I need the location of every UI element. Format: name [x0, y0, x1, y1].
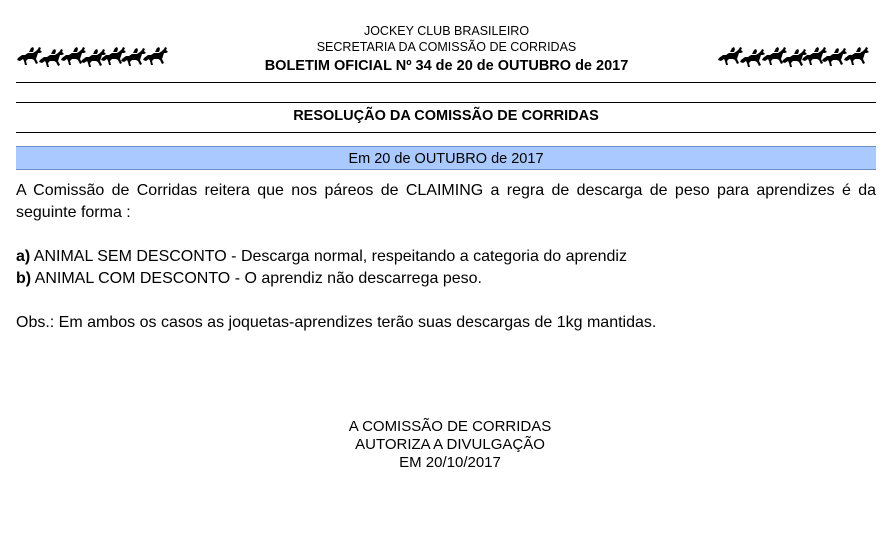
- date-line: EM 20/10/2017: [399, 454, 501, 471]
- date-band: Em 20 de OUTUBRO de 2017: [16, 146, 876, 170]
- bulletin-title: BOLETIM OFICIAL Nº 34 de 20 de OUTUBRO de 2017: [264, 58, 629, 74]
- header-divider: [16, 82, 876, 83]
- list-item: [16, 268, 876, 290]
- item-text: ANIMAL COM DESCONTO - O aprendiz não descarrega peso.: [31, 270, 482, 287]
- racing-horses-icon: [717, 41, 875, 69]
- item-text: ANIMAL SEM DESCONTO - Descarga normal, respeitando a categoria do aprendiz: [30, 248, 627, 265]
- obs-paragraph: Obs.: Em ambos os casos as joquetas-aprendizes terão suas descargas de 1kg mantidas.: [16, 314, 657, 331]
- item-marker: a): [16, 248, 31, 265]
- title-top-divider: [16, 102, 876, 103]
- resolution-title: RESOLUÇÃO DA COMISSÃO DE CORRIDAS: [293, 108, 599, 124]
- item-marker: b): [16, 270, 32, 287]
- intro-paragraph: A Comissão de Corridas reitera que nos páreos de CLAIMING a regra de descarga de peso para aprendizes é da seguinte forma :: [16, 182, 876, 221]
- department-name: SECRETARIA DA COMISSÃO DE CORRIDAS: [316, 40, 577, 54]
- authorization-line: AUTORIZA A DIVULGAÇÃO: [355, 436, 545, 453]
- list-item: [16, 246, 876, 268]
- racing-horses-icon: [16, 41, 174, 69]
- signature-line: A COMISSÃO DE CORRIDAS: [348, 418, 552, 435]
- rules-list: [16, 246, 876, 290]
- signature-block: [0, 418, 893, 472]
- org-name: JOCKEY CLUB BRASILEIRO: [363, 24, 530, 38]
- title-bottom-divider: [16, 132, 876, 133]
